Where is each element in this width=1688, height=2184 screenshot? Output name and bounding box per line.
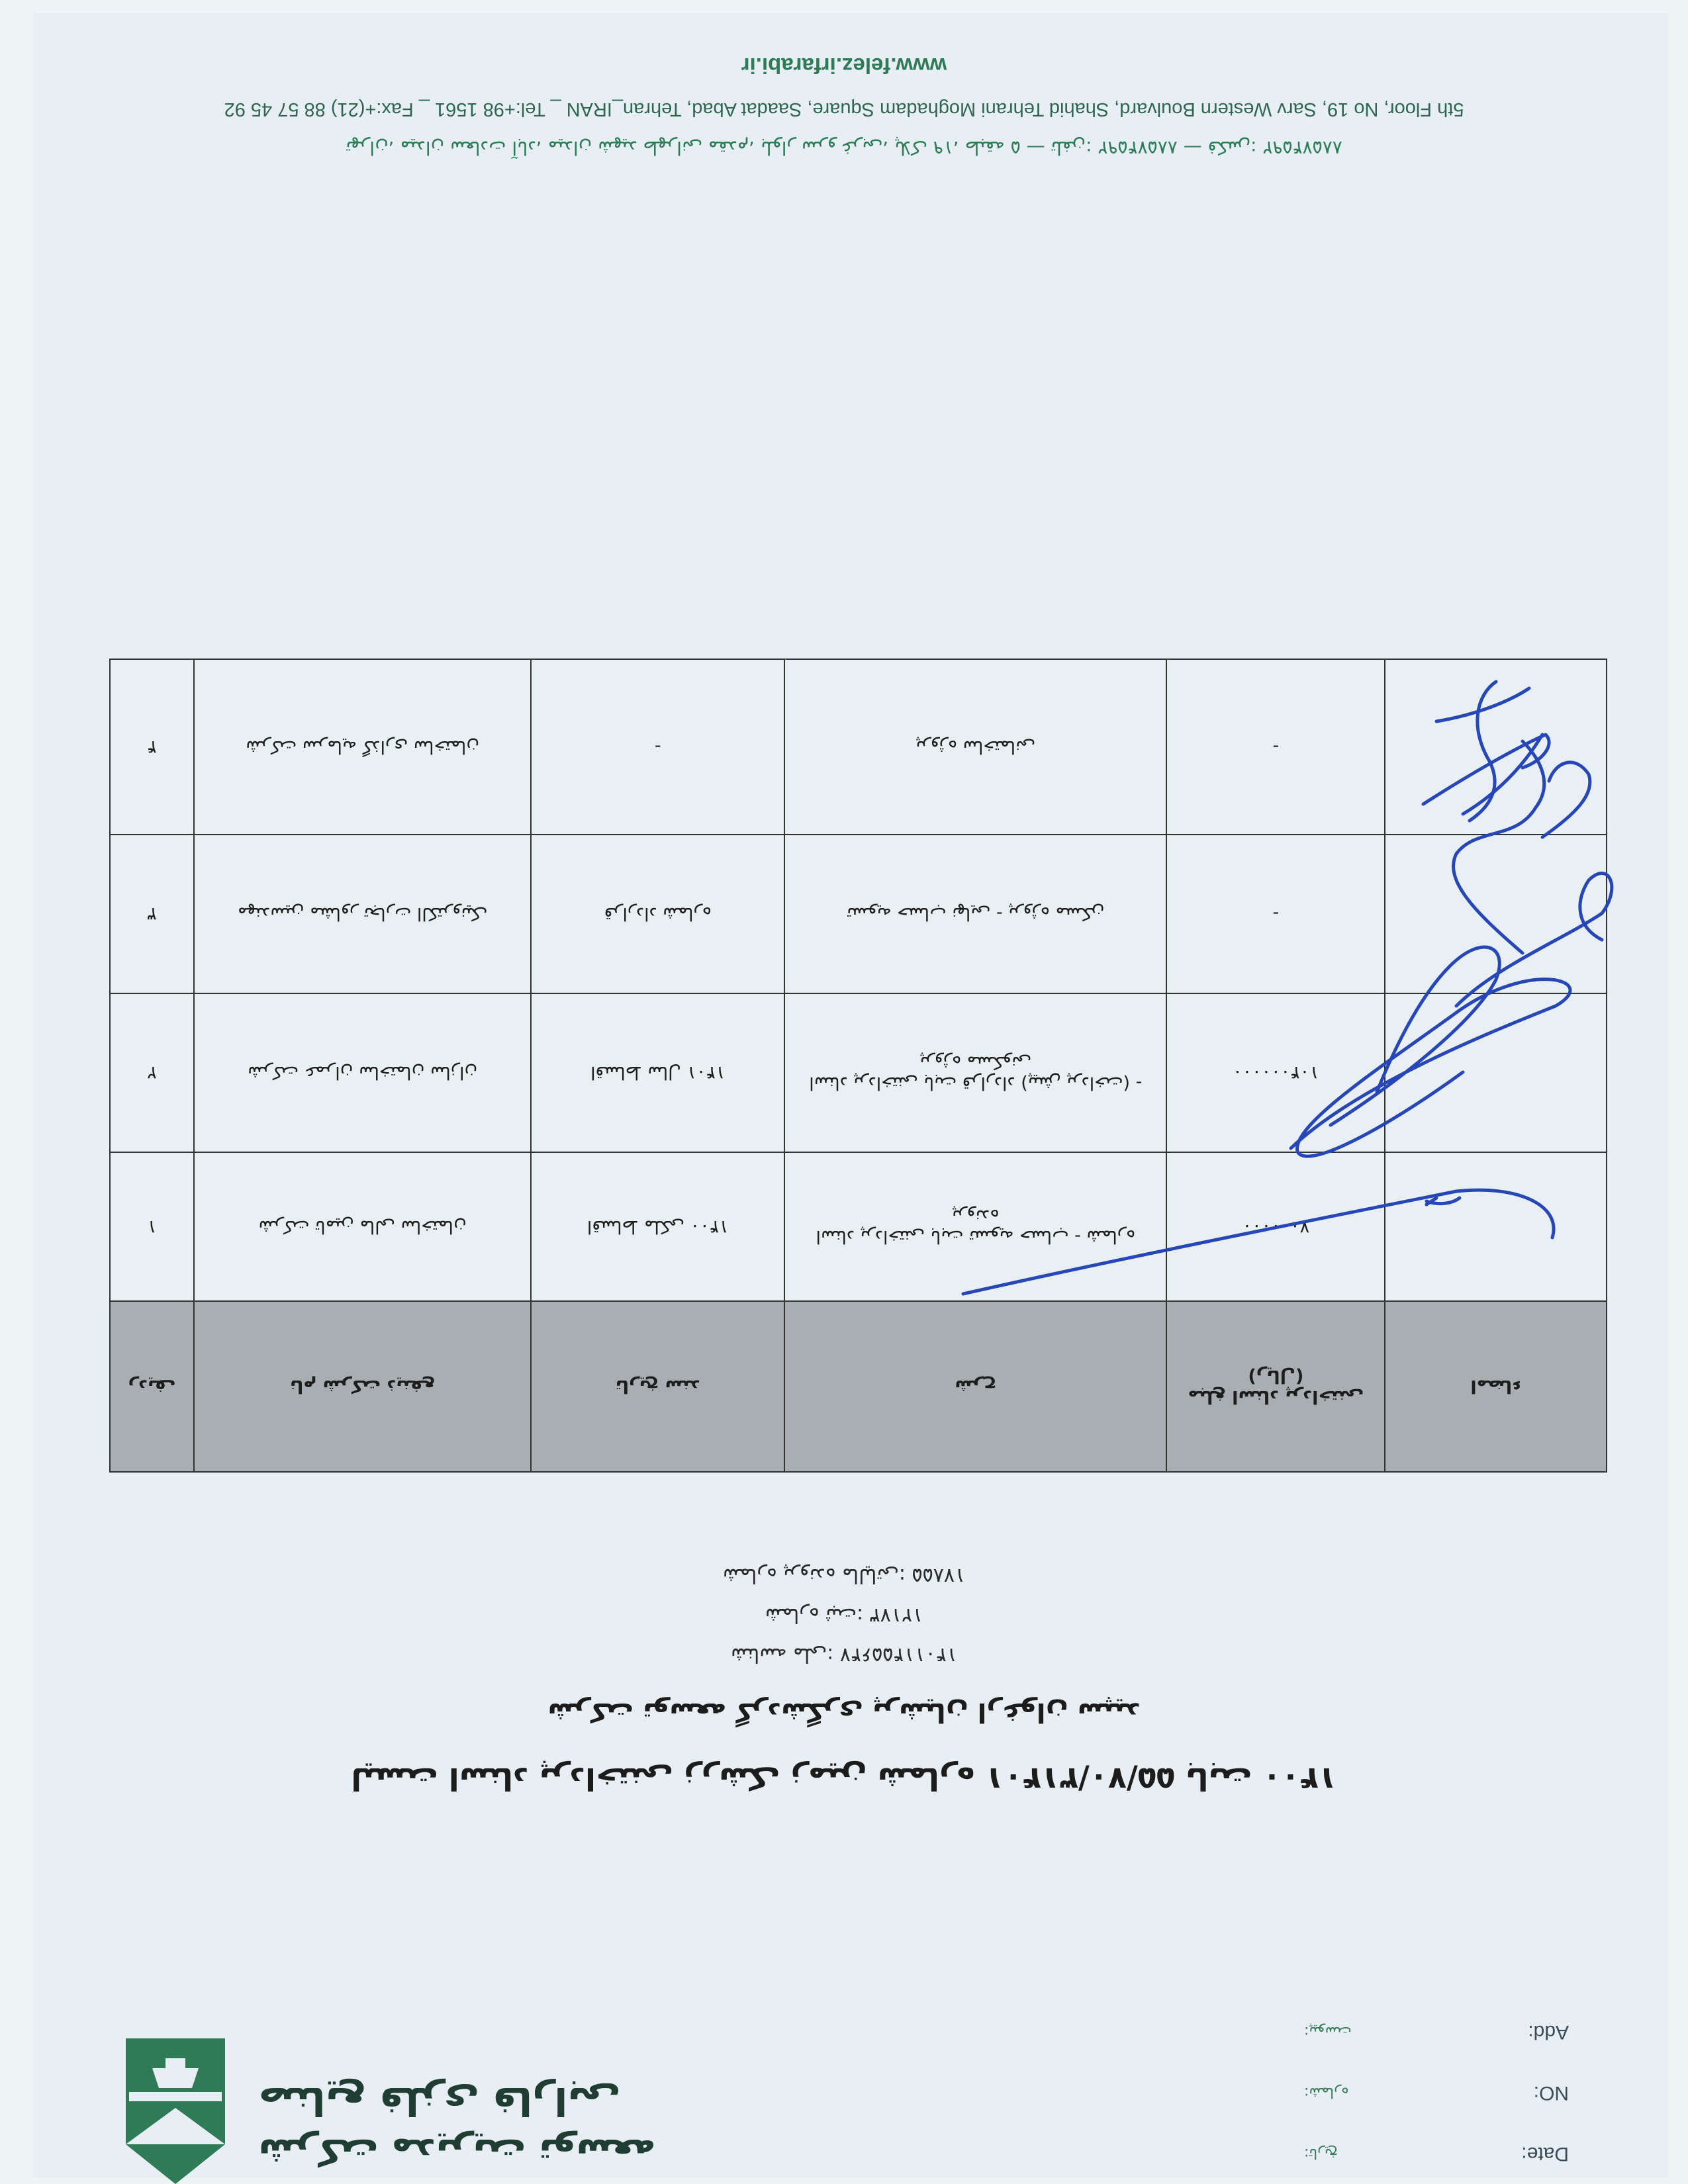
row-company: شرکت سرمایه گذاری ساختمان	[194, 659, 532, 835]
postal-code: شماره پرونده مالیاتی: ۱۷۸۵۵	[722, 1564, 966, 1587]
payables-table	[109, 659, 1607, 1473]
number-field	[1304, 2062, 1569, 2123]
row-number: ۴	[110, 659, 194, 835]
header-row-number: ردیف	[110, 1301, 194, 1472]
company-name-line1: شرکت مدیریت توسعه	[258, 2130, 656, 2173]
number-label-fa: شماره:	[1304, 2084, 1349, 2101]
economic-code: شماره ثبت: ۱۲۱۷۳	[765, 1604, 923, 1627]
row-number: ۲	[110, 993, 194, 1152]
row-amount: ۷۰۰۰۰۰۰	[1166, 1152, 1385, 1301]
row-date: -	[531, 659, 784, 835]
row-number: ۳	[110, 835, 194, 993]
row-company: شرکت تامین مالی ساختمان	[194, 1152, 532, 1301]
table-header-row	[110, 1301, 1607, 1472]
date-label-fa: تاریخ:	[1304, 2145, 1338, 2162]
farabi-building-logo-icon	[119, 2038, 232, 2184]
letterhead-footer	[0, 53, 1688, 159]
row-signature	[1385, 835, 1607, 993]
attachment-label-en: Add:	[1528, 2021, 1569, 2043]
table-row	[110, 659, 1607, 835]
document-title: لیست اسناد پرداختنی زرشک زمین شماره ۵۵/۷۰/۳۱۴۰۱ بابت ۱۴۰۰	[351, 1761, 1337, 1797]
company-name	[258, 2079, 656, 2184]
row-description: تسویه حساب نهایی - پروژه مسکن	[784, 835, 1166, 993]
date-field	[1304, 2123, 1569, 2184]
attachment-field	[1304, 2001, 1569, 2062]
document-subtitle: شرکت توسعه گردشگری پرشیان ارغوان سپید	[547, 1697, 1141, 1727]
header-amount: مبلغ اسناد پرداختنی (ریال)	[1166, 1301, 1385, 1472]
row-description: اسناد پرداختنی بابت تسویه حساب - شماره پرونده	[784, 1152, 1166, 1301]
footer-website: www.felez.irfarabi.ir	[741, 54, 947, 78]
registration-number: شناسه ملی: ۱۴۰۱۱۴۵۵۶۴۷	[731, 1643, 957, 1666]
row-date: اقساط سال ۱۴۰۱	[531, 993, 784, 1152]
row-company: مهندسین مشاور تجارت الکترونیک	[194, 835, 532, 993]
row-amount: -	[1166, 659, 1385, 835]
company-identifiers	[0, 1555, 1688, 1674]
table-row	[110, 1152, 1607, 1301]
row-number: ۱	[110, 1152, 194, 1301]
row-signature	[1385, 993, 1607, 1152]
number-label-en: NO:	[1533, 2082, 1569, 2104]
row-signature	[1385, 659, 1607, 835]
row-signature	[1385, 1152, 1607, 1301]
row-amount: -	[1166, 835, 1385, 993]
header-company: نام شرکت ذینفع	[194, 1301, 532, 1472]
date-label-en: Date:	[1521, 2143, 1569, 2165]
attachment-label-fa: پیوست:	[1304, 2023, 1352, 2040]
header-signature: امضاء	[1385, 1301, 1607, 1472]
row-description: پروژه ساختمانی	[784, 659, 1166, 835]
header-description: شرح	[784, 1301, 1166, 1472]
table-row	[110, 835, 1607, 993]
row-description: اسناد پرداختنی بابت قرارداد (پیش پرداخت) - پروژه مسکونی	[784, 993, 1166, 1152]
table-row	[110, 993, 1607, 1152]
company-letterhead	[119, 2038, 656, 2184]
row-date: اقساط ملکی ۱۴۰۰	[531, 1152, 784, 1301]
row-date: قرارداد شماره	[531, 835, 784, 993]
letterhead-fields	[1304, 2001, 1569, 2184]
row-company: شرکت عمران ساختمان سازان	[194, 993, 532, 1152]
header-date: تاریخ سند	[531, 1301, 784, 1472]
footer-address-en: 5th Floor, No 19, Sarv Western Boulvard, Shahid Tehrani Moghadam Square, Saadat Abad, Tehran_IRAN _ Tel:+98 1561 _ Fax:+(21) 88 57 45 92	[224, 99, 1464, 120]
row-amount: ۱۰۴۰۰۰۰۰۰	[1166, 993, 1385, 1152]
company-name-line2: صنایع فلزی فارابی	[258, 2079, 621, 2124]
footer-address-fa: تهران، میدان سعادت آباد، میدان شهید طهرانی مقدم، بلوار سرو غربی، پلاک ۱۹، طبقه ۵ — تلفن: ۸۸۵۷۴۵۹۲ — فکس: ۸۸۵۷۴۵۹۲	[346, 137, 1342, 159]
